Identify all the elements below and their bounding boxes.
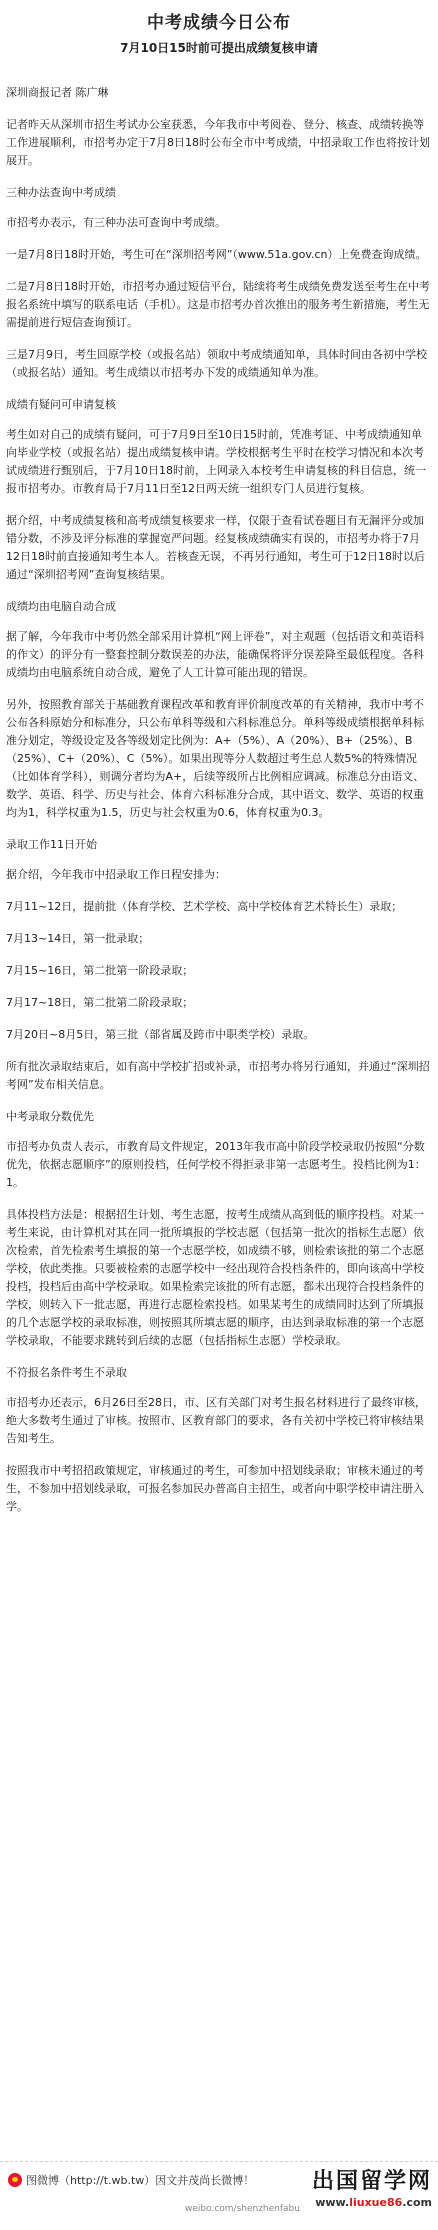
schedule-item: 7月20日~8月5日，第三批（部省属及跨市中职类学校）录取。 <box>6 1028 315 1041</box>
paragraph: 考生如对自己的成绩有疑问，可于7月9日至10日15时前，凭准考证、中考成绩通知单向毕业学校（或报名站）提出成绩复核申请。学校根据考生平时在校学习情况和本次考试成绩进行甄别后，于7月10日18时前，上网录入本校考生申请复核的科目信息，统一报市招考办。市教育局于7月11日至12日两天统一组织专门人员进行复核。 <box>6 428 426 495</box>
byline: 深圳商报记者 陈广琳 <box>6 86 109 99</box>
section-heading: 成绩有疑问可申请复核 <box>6 398 116 411</box>
section-heading: 中考录取分数优先 <box>6 1110 94 1123</box>
paragraph: 一是7月8日18时开始，考生可在“深圳招考网”（www.51a.gov.cn）上免费查询成绩。 <box>6 248 427 261</box>
paragraph: 记者昨天从深圳市招生考试办公室获悉，今年我市中考阅卷、登分、核查、成绩转换等工作进展顺利，市招考办定于7月8日18时公布全市中考成绩，中招录取工作也将按计划展开。 <box>6 118 430 167</box>
logo-text: 出国留学网 <box>311 2169 432 2194</box>
paragraph: 市招考办负责人表示，市教育局文件规定，2013年我市高中阶段学校录取仍按照“分数优先，依据志愿顺序”的原则投档，任何学校不得拒录非第一志愿考生。投档比例为1：1。 <box>6 1140 426 1189</box>
paragraph: 按照我市中考招招政策规定，审核通过的考生，可参加中招划线录取；审核未通过的考生，不参加中招划线录取，可报名参加民办普高自主招生，或者向中职学校申请注册入学。 <box>6 1464 424 1513</box>
logo-url: www.liuxue86.com <box>315 2196 432 2209</box>
paragraph: 据介绍，中考成绩复核和高考成绩复核要求一样，仅限于查看试卷题目有无漏评分或加错分数，不涉及评分标准的掌握宽严问题。经复核成绩确实有误的，市招考办将于7月12日18时前直接通知考生本人。若核查无误，不再另行通知，考生可于12日18时以后通过“深圳招考网”查询复核结果。 <box>6 514 425 581</box>
section-heading: 不符报名条件考生不录取 <box>6 1366 127 1379</box>
schedule-item: 7月17~18日，第二批第二阶段录取； <box>6 996 194 1009</box>
weibo-account-url: weibo.com/shenzhenfabu <box>185 2204 300 2214</box>
article-subtitle: 7月10日15时前可提出成绩复核申请 <box>120 41 318 55</box>
paragraph: 市招考办表示，有三种办法可查询中考成绩。 <box>6 216 226 229</box>
weibo-promo[interactable] <box>8 2172 254 2188</box>
schedule-item: 7月13~14日，第一批录取； <box>6 932 150 945</box>
schedule-item: 7月11~12日，提前批（体育学校、艺术学校、高中学校体育艺术特长生）录取； <box>6 900 403 913</box>
paragraph: 二是7月8日18时开始，市招考办通过短信平台，陆续将考生成绩免费发送至考生在中考报名系统中填写的联系电话（手机）。这是市招考办首次推出的服务考生新措施，考生无需提前进行短信查询预订。 <box>6 280 430 329</box>
paragraph: 另外，按照教育部关于基础教育课程改革和教育评价制度改革的有关精神，我市中考不公布各科原始分和标准分，只公布单科等级和六科标准总分。单科等级成绩根据单科标准分划定，等级设定及各等级划定比例为：A+（5%）、A（20%）、B+（25%）、B（25%）、C+（20%）、C（5%）。如果出现等分人数超过考生总人数5%的特殊情况（比如体育学科），则调分者均为A+，后续等级所占比例相应调减。标准总分由语文、数学、英语、科学、历史与社会、体育六科标准分合成，其中语文、数学、英语的权重均为1，科学权重为1.5，历史与社会权重为0.6，体育权重为0.3。 <box>6 698 425 819</box>
weibo-promo-text: 图微博（http://t.wb.tw）因文并茂尚长微博！ <box>26 2174 255 2187</box>
weibo-icon <box>8 2173 22 2187</box>
paragraph: 具体投档方法是：根据招生计划、考生志愿，按考生成绩从高到低的顺序投档。对某一考生来说，由计算机对其在同一批所填报的学校志愿（包括第一批次的指标生志愿）依次检索，首先检索考生填报的第一个志愿学校，如成绩不够，则检索该批的第二个志愿学校，依此类推。只要被检索的志愿学校中一经出现符合投档条件的，即向该高中学校投档，投档后由高中学校录取。如果检索完该批的所有志愿，都未出现符合投档条件的学校，则转入下一批志愿，再进行志愿检索投档。如果某考生的成绩同时达到了所填报的几个志愿学校的录取标准，则按照其所填志愿的顺序，由达到录取标准的第一个志愿学校录取，不能要求跳转到后续的志愿（包括指标生志愿）学校录取。 <box>6 1208 424 1347</box>
section-heading: 录取工作11日开始 <box>6 838 97 851</box>
paragraph: 三是7月9日，考生回原学校（或报名站）领取中考成绩通知单，具体时间由各初中学校（或报名站）通知。考生成绩以市招考办下发的成绩通知单为准。 <box>6 348 427 379</box>
schedule-item: 7月15~16日，第二批第一阶段录取； <box>6 964 194 977</box>
paragraph: 市招考办还表示，6月26日至28日，市、区有关部门对考生报名材料进行了最终审核，绝大多数考生通过了审核。按照市、区教育部门的要求，各有关初中学校已将审核结果告知考生。 <box>6 1396 426 1445</box>
paragraph: 所有批次录取结束后，如有高中学校扩招或补录，市招考办将另行通知，并通过“深圳招考网”发布相关信息。 <box>6 1060 430 1091</box>
paragraph: 据介绍，今年我市中招录取工作日程安排为： <box>6 868 226 881</box>
footer <box>0 2161 438 2230</box>
paragraph: 据了解，今年我市中考仍然全部采用计算机“网上评卷”，对主观题（包括语文和英语科的作文）的评分有一整套控制分数误差的办法，能确保将评分误差降至最低程度。各科成绩均由电脑系统自动合成，避免了人工计算可能出现的错误。 <box>6 630 425 679</box>
site-logo[interactable] <box>312 2168 432 2209</box>
section-heading: 成绩均由电脑自动合成 <box>6 600 116 613</box>
article-title: 中考成绩今日公布 <box>147 13 291 33</box>
section-heading: 三种办法查询中考成绩 <box>6 186 116 199</box>
